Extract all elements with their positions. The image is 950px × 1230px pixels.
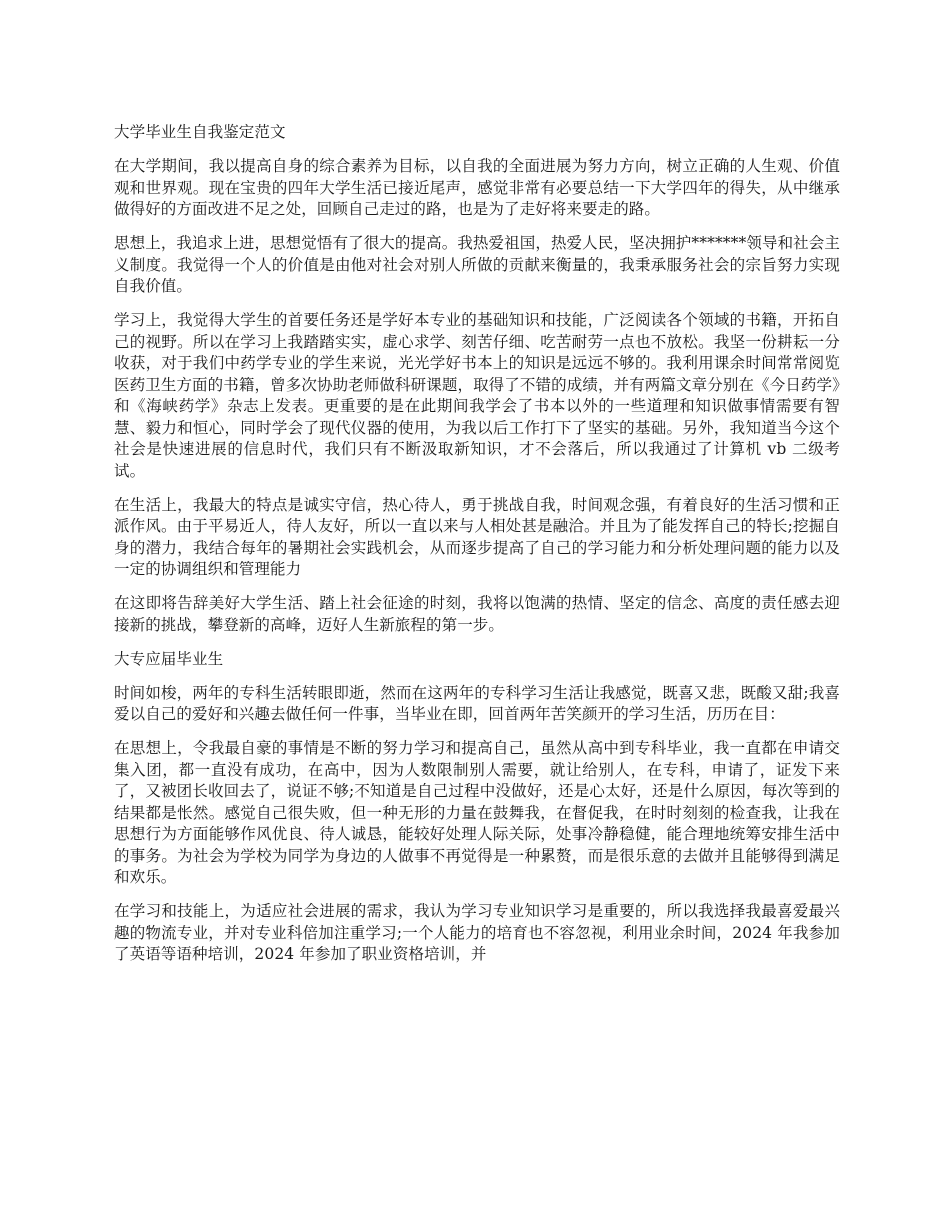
document-page	[114, 122, 840, 978]
paragraph-farewell: 在这即将告辞美好大学生活、踏上社会征途的时刻，我将以饱满的热情、坚定的信念、高度的责任感去迎接新的挑战，攀登新的高峰，迈好人生新旅程的第一步。	[114, 594, 840, 634]
paragraph-life: 在生活上，我最大的特点是诚实守信，热心待人，勇于挑战自我，时间观念强，有着良好的生活习惯和正派作风。由于平易近人，待人友好，所以一直以来与人相处甚是融洽。并且为了能发挥自己的特长;挖掘自身的潜力，我结合每年的暑期社会实践机会，从而逐步提高了自己的学习能力和分析处理问题的能力以及一定的协调组织和管理能力	[114, 495, 840, 578]
paragraph-study: 学习上，我觉得大学生的首要任务还是学好本专业的基础知识和技能，广泛阅读各个领域的书籍，开拓自己的视野。所以在学习上我踏踏实实，虚心求学、刻苦仔细、吃苦耐劳一点也不放松。我坚一份耕耘一分收获，对于我们中药学专业的学生来说，光光学好书本上的知识是远远不够的。我利用课余时间常常阅览医药卫生方面的书籍，曾多次协助老师做科研课题，取得了不错的成绩，并有两篇文章分别在《今日药学》和《海峡药学》杂志上发表。更重要的是在此期间我学会了书本以外的一些道理和知识做事情需要有智慧、毅力和恒心，同时学会了现代仪器的使用，为我以后工作打下了坚实的基础。另外，我知道当今这个社会是快速进展的信息时代，我们只有不断汲取新知识，才不会落后，所以我通过了计算机 vb 二级考试。	[114, 311, 840, 480]
document-title: 大学毕业生自我鉴定范文	[114, 123, 286, 141]
paragraph-ideology: 思想上，我追求上进，思想觉悟有了很大的提高。我热爱祖国，热爱人民，坚决拥护*******领导和社会主义制度。我觉得一个人的价值是由他对社会对别人所做的贡献来衡量的，我秉承服务社会的宗旨努力实现自我价值。	[114, 234, 840, 295]
paragraph-time: 时间如梭，两年的专科生活转眼即逝，然而在这两年的专科学习生活让我感觉，既喜又悲，既酸又甜;我喜爱以自己的爱好和兴趣去做任何一件事，当毕业在即，回首两年苦笑颜开的学习生活，历历在目：	[114, 683, 840, 723]
paragraph-skills: 在学习和技能上，为适应社会进展的需求，我认为学习专业知识学习是重要的，所以我选择我最喜爱最兴趣的物流专业，并对专业科倍加注重学习;一个人能力的培育也不容忽视，利用业余时间，2024 年我参加了英语等语种培训，2024 年参加了职业资格培训，并	[114, 902, 840, 963]
section-subtitle: 大专应届毕业生	[114, 649, 224, 668]
paragraph-thought: 在思想上，令我最自豪的事情是不断的努力学习和提高自己，虽然从高中到专科毕业，我一直都在申请交集入团，都一直没有成功，在高中，因为人数限制别人需要，就让给别人，在专科，申请了，证发下来了，又被团长收回去了，说证不够;不知道是自己过程中没做好，还是心太好，还是什么原因，每次等到的结果都是怅然。感觉自己很失败，但一种无形的力量在鼓舞我，在督促我，在时时刻刻的检查我，让我在思想行为方面能够作风优良、待人诚恳，能较好处理人际关际，处事冷静稳健，能合理地统筹安排生活中的事务。为社会为学校为同学为身边的人做事不再觉得是一种累赘，而是很乐意的去做并且能够得到满足和欢乐。	[114, 739, 840, 886]
paragraph-intro: 在大学期间，我以提高自身的综合素养为目标，以自我的全面进展为努力方向，树立正确的人生观、价值观和世界观。现在宝贵的四年大学生活已接近尾声，感觉非常有必要总结一下大学四年的得失，从中继承做得好的方面改进不足之处，回顾自己走过的路，也是为了走好将来要走的路。	[114, 157, 840, 218]
